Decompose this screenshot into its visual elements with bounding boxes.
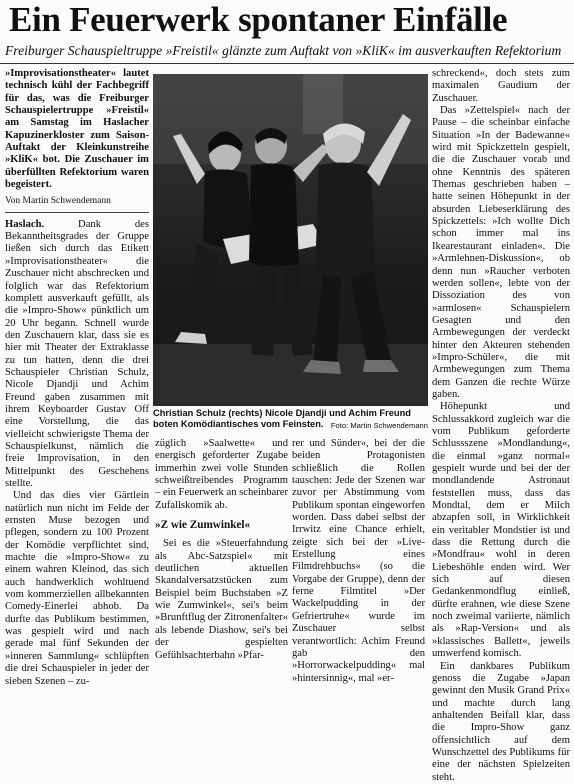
byline-rule — [5, 212, 149, 213]
paragraph: Ein dankbares Publikum genoss die Zugabe »Japan gewinnt den Musik Grand Prix« und machte durch lang anhaltenden Beifall klar, dass die Impro-Show ganz offensichtlich auf dem Wunschzettel des Publikums für eine der nächsten Spielzeiten steht. — [432, 660, 570, 783]
column-5 — [432, 68, 570, 784]
subheadline: Freiburger Schauspieltruppe »Freistil« glänzte zum Auftakt von »KliK« im ausverkauften Refektorium — [5, 43, 562, 58]
photo-caption-block — [153, 408, 428, 430]
paragraph: Sei es die »Steuerfahndung als Abc-Satzspiel« mit deutlichen aktuellen Skandalversatzstücken zum Beispiel beim Buchstaben »Z wie Zumwinkel«, sei's beim »Brunftflug der Zitronenfalter« als lebende Diashow, sei's bei der gespielten Gefühlsachterbahn »Pfar- — [155, 538, 288, 661]
dateline: Haslach. — [5, 218, 45, 230]
paragraph: Höhepunkt und Schlussakkord zugleich war die vom Publikum geforderte Schlussszene »Mondlandung«, die einmal »ganz normal« gespielt wurde und bei der der mondlandende Astronaut feststellen muss, dass das Mondtal, dem er Milch abzapfen soll, in Wirklichkeit ein veritabler Mondstier ist und dass die Rettung durch die »Mondfrau« wohl in deren Liebeshöhle enden wird. Wer sich auf diesen Gedankenmondflug einließ, dürfte erahnen, wie diese Szene noch zweimal variierte, nämlich als »Rap-Version« und als »klassisches Ballett«, jeweils umwerfend komisch. — [432, 401, 570, 660]
column-1 — [5, 68, 149, 688]
intro-block — [5, 68, 149, 191]
paragraph — [5, 219, 149, 491]
section-subtitle: »Z wie Zumwinkel« — [155, 519, 251, 532]
header-rule — [0, 63, 574, 64]
intro-text: »Improvisationstheater« lautet technisch kühl der Fachbegriff für das, was die Freiburger Schauspielertruppe »Freistil« am Samstag im Haslacher Kapuzinerkloster zum Saison-Auftakt der Kleinkunstreihe »KliK« bot. Die Zuschauer im überfüllten Refektorium waren begeistert. — [5, 68, 149, 191]
performers-image — [153, 74, 428, 406]
paragraph: züglich »Saalwette« und energisch geforderter Zugabe immerhin zwei volle Stunden schweißtreibendes Programm – ein Feuerwerk an scheinbarer Zufallskomik ab. — [155, 438, 288, 511]
stage-photo — [153, 74, 428, 406]
byline: Von Martin Schwendemann — [5, 196, 111, 207]
photo-caption: Christian Schulz (rechts) Nicole Djandji und Achim Freund boten Komödiantisches vom Feinsten. — [153, 408, 411, 429]
column-4 — [292, 438, 425, 685]
headline: Ein Feuerwerk spontaner Einfälle — [9, 0, 508, 39]
paragraph: schreckend«, doch stets zum maximalen Gaudium der Zuschauer. — [432, 68, 570, 104]
photo-credit: Foto: Martin Schwendemann — [330, 421, 428, 430]
paragraph: Das »Zettelspiel« nach der Pause – die scheinbar einfache Situation »In der Badewanne« wird mit Spickzetteln gespielt, die die Zuschauer vorab und ohne Kenntnis des späteren Themas geschrieben haben – hatte seinen Höhepunkt in der absurden Liebeserklärung des Spickzettels: »Ich wollte Dich schon immer mal ins Ikearestaurant einladen«. Die »Armlehnen-Diskussion«, ob denn nun »Raucher verboten werden sollen«, lebte von der Dissoziation des von »armlosen« Schauspielern Gesagten und den Armbewegungen der verdeckt hinter den Akteuren stehenden »Impro-Schüler«, die mit Armbewegungen zum Thema dem Ganzen die rechte Würze gaben. — [432, 105, 570, 400]
body-text: Dank des Bekanntheitsgrades der Gruppe ließen sich durch das Etikett »Improvisationstheater« die Zuschauer nicht abschrecken und folglich war das Refektorium komplett ausverkauft gefüllt, als die »Impro-Show« pünktlich um 20 Uhr begann. Schnell wurde den Zuschauern klar, dass sie es hier mit Theater der Extraklasse zu tun hatten, denn die drei Schauspieler Christian Schulz, Nicole Djandji und Achim Freund gaben zusammen mit ihrem Keyboarder Gustav Off eine Vorstellung, die das vielleicht schwierigste Thema der Schauspielkunst, nämlich die freie Improvisation, in den Mittelpunkt des Geschehens stellte. — [5, 218, 149, 489]
column-3 — [155, 438, 288, 662]
paragraph: rer und Sünder«, bei der die beiden Protagonisten schließlich die Rollen tauschen: Jede der Szenen war zuvor per Abstimmung vom Publikum spontan eingeworfen worden. Dass dabei selbst der Irrwitz eine Chance erhielt, zeigte sich bei der »Live-Erstellung eines Filmdrehbuchs« (so die Vorgabe der Gruppe), denn der ferne Filmtitel »Der Wackelpudding in der Gefriertruhe« wurde im Zuschauer selbst verantwortlich: Achim Freund gab den »Horrorwackelpudding« mal »hintersinnig«, mal »er- — [292, 438, 425, 684]
paragraph: Und das dies vier Gärtlein natürlich nun nicht im Felde der ernsten Muse bezogen und pflegen, sondern zu 100 Prozent der Komödie verpflichtet sind, machte die »Impro-Show« zu einem wahren Kleinod, das sich auch handwerklich wohltuend vom kommerziellen allbekannten Comedy-Einerlei abhob. Da durfte das Publikum bestimmen, was gespielt wird und nach gerade mal fünf Sekunden der »inneren Sammlung« schlüpften die drei Schauspieler in jeder der sieben Szenen – zu- — [5, 490, 149, 687]
